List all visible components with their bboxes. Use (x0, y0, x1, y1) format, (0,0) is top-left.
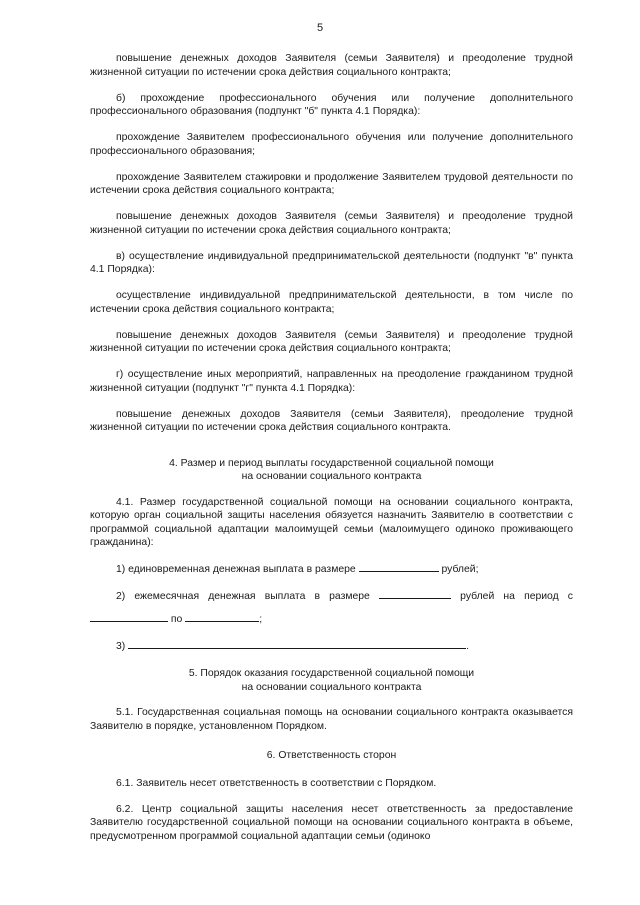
payment-item-1-unit: рублей; (441, 564, 479, 575)
paragraph-5-1: 5.1. Государственная социальная помощь на основании социального контракта оказывается Заявителю в порядке, установленном Порядком. (90, 707, 573, 732)
payment-item-1 (90, 562, 573, 577)
paragraph: повышение денежных доходов Заявителя (семьи Заявителя), преодоление трудной жизненной ситуации по истечении срока действия социального контракта. (90, 408, 573, 433)
blank-amount-field[interactable] (379, 589, 451, 599)
payment-item-2-dates (90, 612, 573, 627)
paragraph: повышение денежных доходов Заявителя (семьи Заявителя) и преодоление трудной жизненной ситуации по истечении срока действия социального контракта; (90, 211, 573, 236)
page-number: 5 (316, 22, 324, 34)
paragraph: прохождение Заявителем профессионального обучения или получение дополнительного профессионального образования; (90, 132, 573, 157)
paragraph-6-2: 6.2. Центр социальной защиты населения несет ответственность за предоставление Заявителю государственной социальной помощи на основании социального контракта в объеме, предусмотренном программой социальной адаптации семьи (одиноко (90, 803, 573, 842)
payment-item-2-period-label: рублей на период с (460, 591, 574, 602)
payment-item-3-label: 3) (116, 640, 126, 652)
paragraph: повышение денежных доходов Заявителя (семьи Заявителя) и преодоление трудной жизненной ситуации по истечении срока действия социального контракта; (90, 329, 573, 354)
section-5-title-line-2: на основании социального контракта (241, 681, 422, 693)
section-6-heading: 6. Ответственность сторон (266, 750, 397, 761)
section-4-title-line-1: 4. Размер и период выплаты государственной социальной помощи (169, 457, 494, 469)
section-4-heading (90, 457, 573, 484)
paragraph: б) прохождение профессионального обучения или получение дополнительного профессионального образования (подпункт "б" пункта 4.1 Порядка): (90, 92, 573, 117)
blank-date-to-field[interactable] (185, 612, 259, 622)
section-5-title-line-1: 5. Порядок оказания государственной социальной помощи (188, 668, 475, 679)
period: . (466, 640, 470, 652)
paragraph: г) осуществление иных мероприятий, направленных на преодоление гражданином трудной жизненной ситуации (подпункт "г" пункта 4.1 Порядка): (90, 369, 573, 394)
blank-date-from-field[interactable] (90, 612, 168, 622)
blank-other-field[interactable] (128, 639, 466, 649)
payment-item-3 (90, 639, 573, 654)
document-body (90, 52, 573, 856)
paragraph: осуществление индивидуальной предпринимательской деятельности, в том числе по истечении срока действия социального контракта; (90, 290, 573, 315)
paragraph-4-1: 4.1. Размер государственной социальной помощи на основании социального контракта, которую орган социальной защиты населения обязуется назначить Заявителю в соответствии с программой социальной адаптации малоимущей семьи (малоимущего одиноко проживающего гражданина): (90, 496, 573, 548)
paragraph: в) осуществление индивидуальной предпринимательской деятельности (подпункт "в" пункта 4.1 Порядка): (90, 250, 573, 275)
section-5-heading (90, 667, 573, 694)
semicolon: ; (259, 613, 263, 625)
paragraph-6-1: 6.1. Заявитель несет ответственность в соответствии с Порядком. (116, 777, 437, 789)
paragraph: прохождение Заявителем стажировки и продолжение Заявителем трудовой деятельности по истечении срока действия социального контракта; (90, 171, 573, 196)
blank-amount-field[interactable] (359, 562, 439, 572)
section-4-title-line-2: на основании социального контракта (241, 471, 422, 482)
paragraph: повышение денежных доходов Заявителя (семьи Заявителя) и преодоление трудной жизненной ситуации по истечении срока действия социального контракта; (90, 53, 573, 78)
payment-item-2 (90, 589, 573, 604)
payment-item-2-label: 2) ежемесячная денежная выплата в размере (116, 591, 370, 602)
payment-item-2-to-label: по (170, 613, 183, 625)
payment-item-1-label: 1) единовременная денежная выплата в размере (116, 564, 356, 575)
